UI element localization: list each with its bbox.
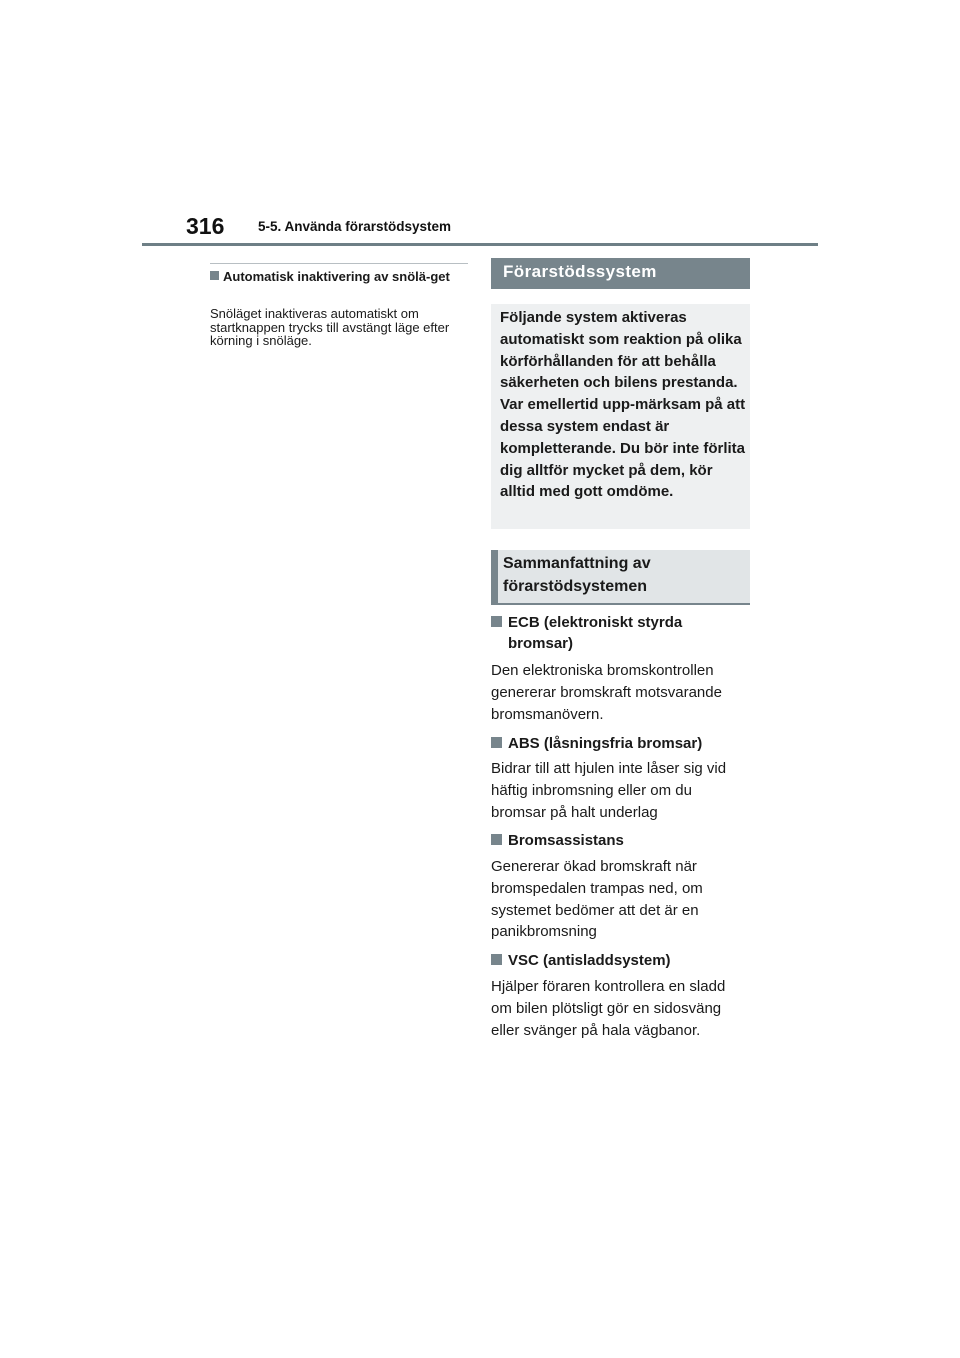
intro-box: Följande system aktiveras automatiskt som reaktion på olika körförhållanden för att behålla säkerheten och bilens prestanda. Var emellertid upp-märksam på att dessa system endast är kompletterande. Du bör inte förlita dig alltför mycket på dem, kör alltid med gott omdöme. [491, 304, 750, 529]
item-heading-vsc [491, 950, 750, 971]
page-number: 316 [186, 213, 225, 239]
snow-mode-heading [210, 270, 462, 284]
header-divider [142, 243, 818, 246]
item-heading-brake-assist [491, 830, 750, 851]
subsection-banner: Sammanfattning av förarstödsystemen [491, 550, 750, 605]
chapter-title: 5-5. Använda förarstödsystem [258, 219, 452, 234]
snow-mode-heading-text: Automatisk inaktivering av snölä-get [223, 269, 450, 284]
square-bullet-icon [491, 954, 502, 965]
item-heading-ecb [491, 612, 750, 654]
item-body-abs: Bidrar till att hjulen inte låser sig vid häftig inbromsning eller om du bromsar på halt underlag [491, 760, 727, 821]
item-heading-text: ABS (låsningsfria bromsar) [508, 735, 703, 752]
square-bullet-icon [491, 834, 502, 845]
item-body-brake-assist: Genererar ökad bromskraft när bromspedalen trampas ned, om systemet bedömer att det är en panikbromsning [491, 858, 703, 941]
square-bullet-icon [210, 271, 219, 280]
section-banner: Förarstödssystem [491, 258, 750, 289]
item-heading-text: VSC (antisladdsystem) [508, 952, 671, 969]
left-column-divider [210, 263, 468, 264]
item-heading-abs [491, 733, 750, 754]
item-body-vsc: Hjälper föraren kontrollera en sladd om bilen plötsligt gör en sidosväng eller svänger på hala vägbanor. [491, 978, 726, 1039]
item-body-ecb: Den elektroniska bromskontrollen genererar bromskraft motsvarande bromsmanövern. [491, 662, 722, 723]
square-bullet-icon [491, 616, 502, 627]
item-heading-text: Bromsassistans [508, 832, 624, 849]
item-heading-text: ECB (elektroniskt styrda bromsar) [508, 614, 683, 652]
square-bullet-icon [491, 737, 502, 748]
snow-mode-body: Snöläget inaktiveras automatiskt om startknappen trycks till avstängt läge efter körning i snöläge. [210, 306, 450, 348]
